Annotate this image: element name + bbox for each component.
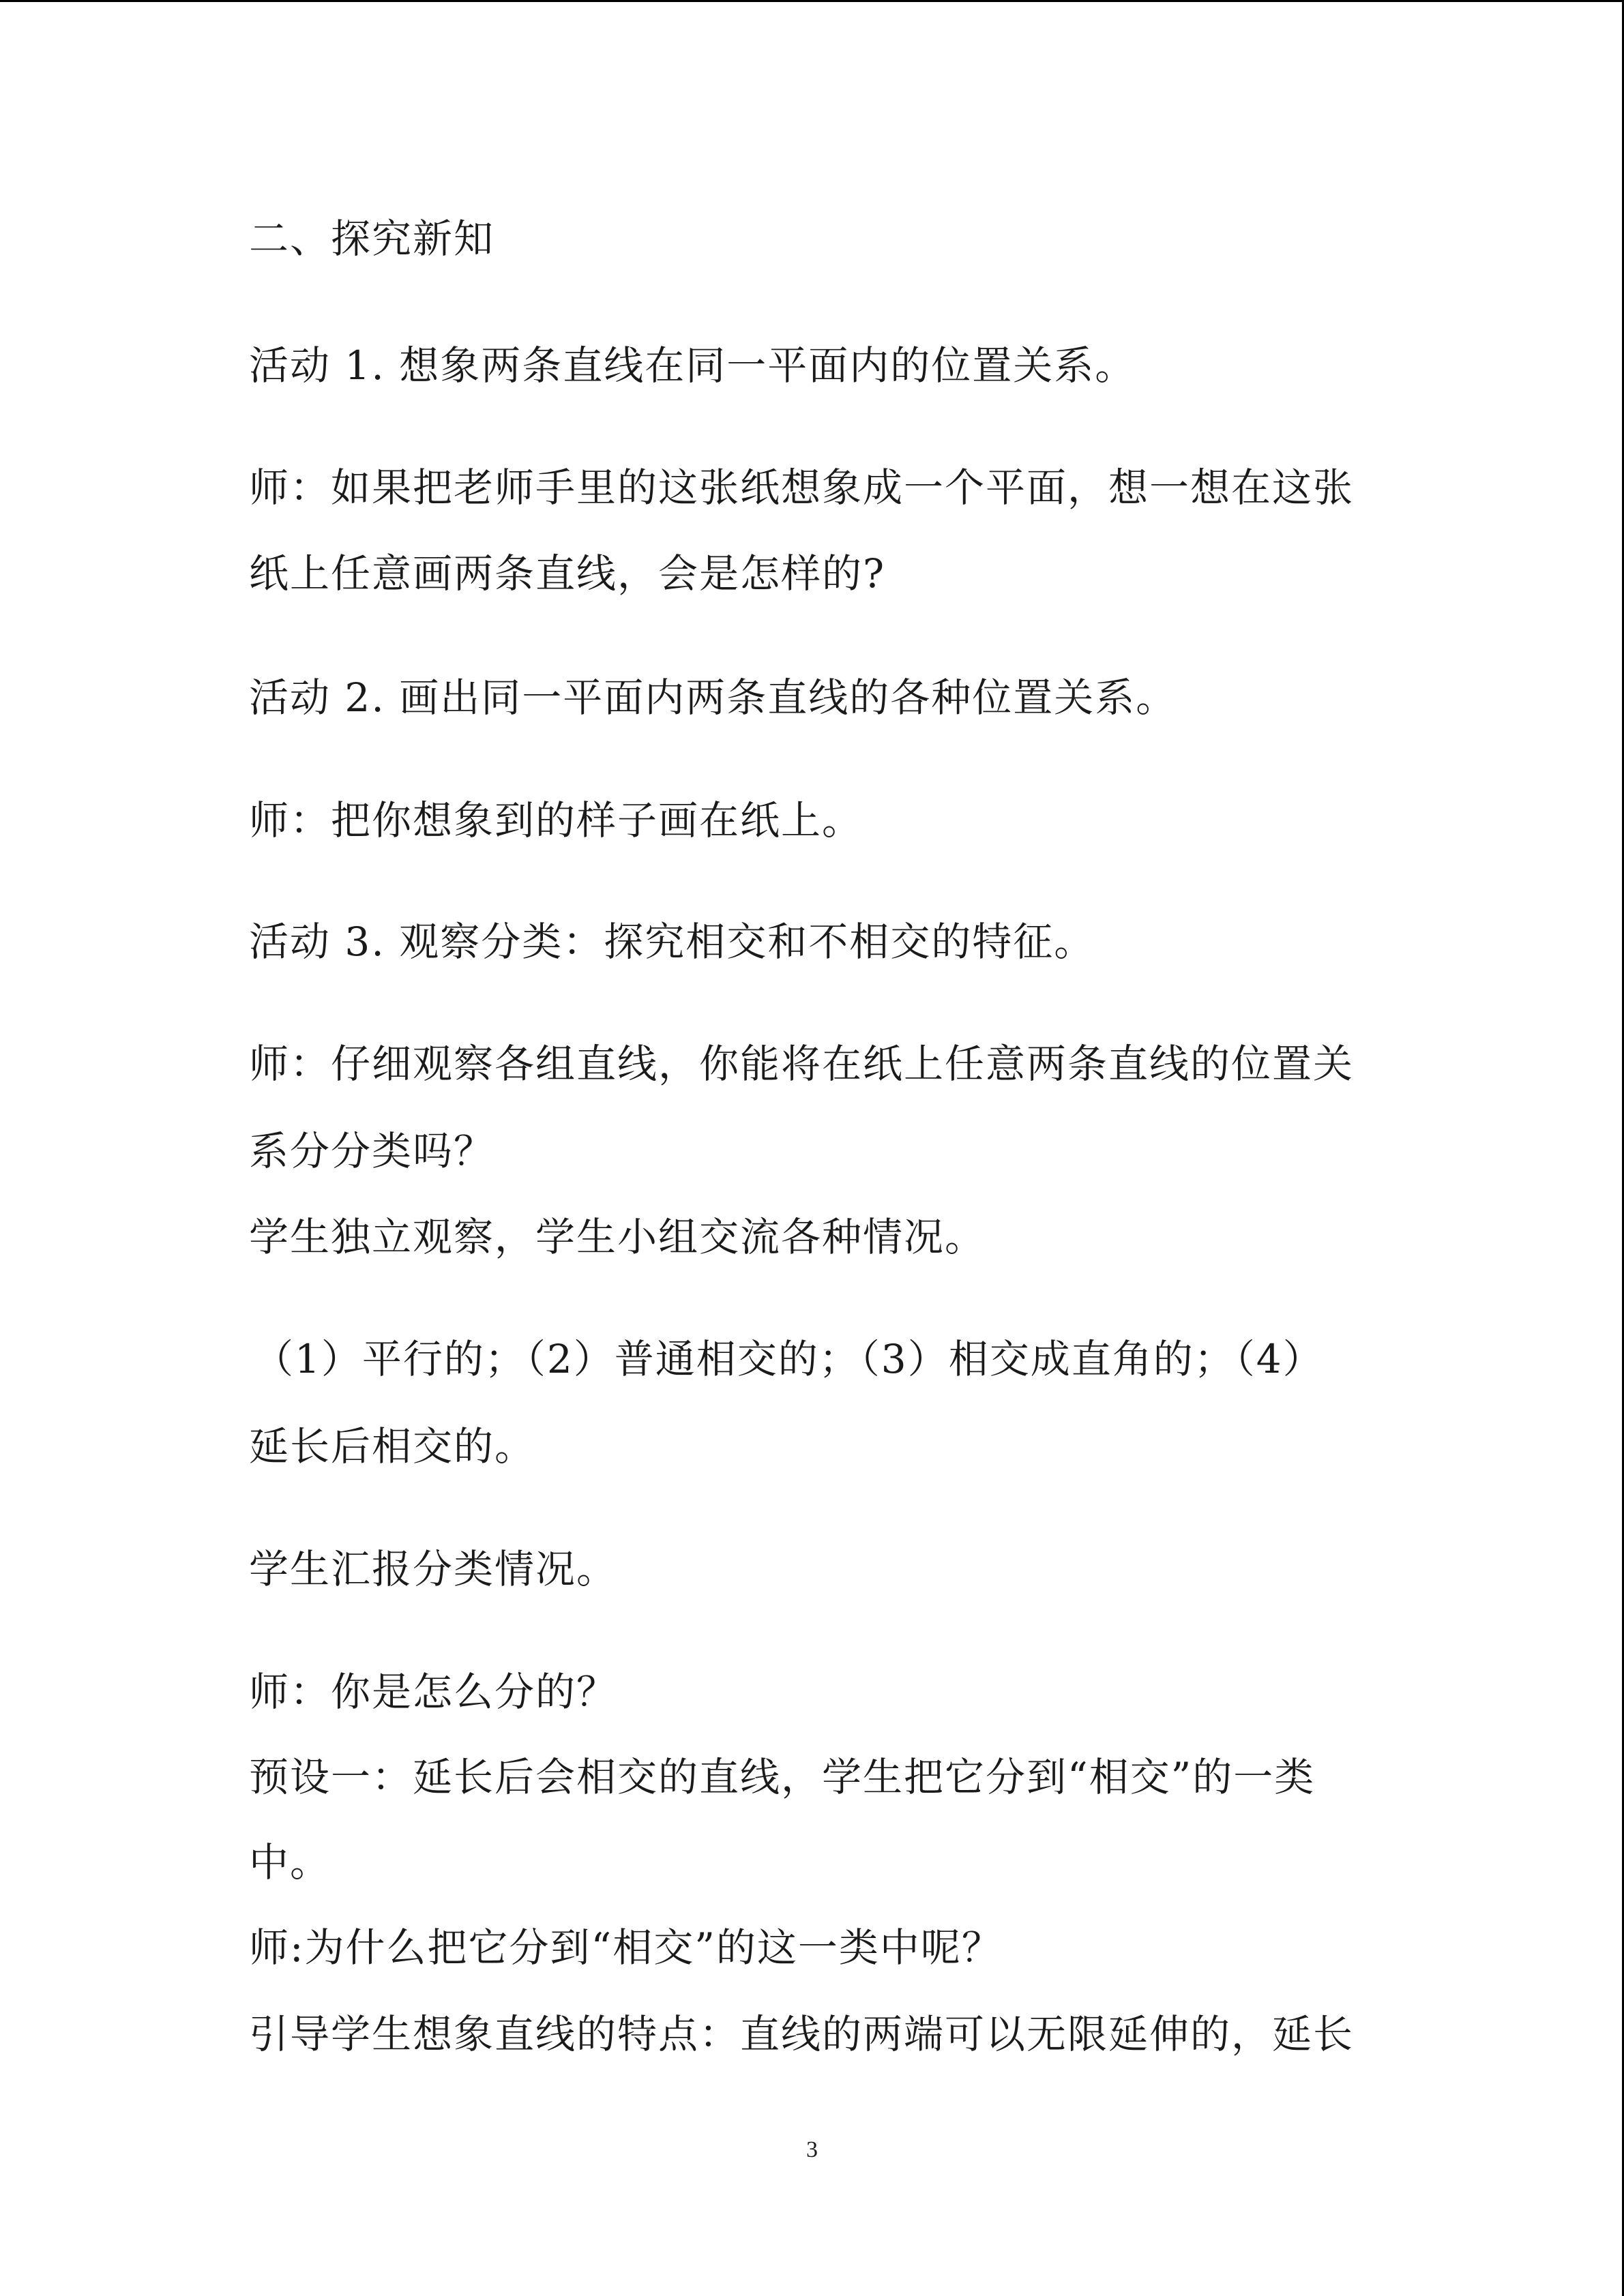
preset-one-cont: 中。 (249, 1839, 331, 1885)
teacher-why: 师:为什么把它分到“相交”的这一类中呢？ (249, 1924, 1003, 1971)
teacher-line-1: 师：如果把老师手里的这张纸想象成一个平面，想一想在这张 (249, 464, 1355, 511)
section-heading: 二、探究新知 (249, 215, 495, 262)
activity-2-title: 活动 2. 画出同一平面内两条直线的各种位置关系。 (249, 674, 1177, 721)
teacher-line-3: 师：仔细观察各组直线，你能将在纸上任意两条直线的位置关 (249, 1041, 1355, 1087)
student-observation: 学生独立观察，学生小组交流各种情况。 (249, 1214, 986, 1260)
teacher-line-2: 师：把你想象到的样子画在纸上。 (249, 797, 863, 844)
preset-one: 预设一：延长后会相交的直线，学生把它分到“相交”的一类 (249, 1754, 1316, 1800)
activity-3-title: 活动 3. 观察分类：探究相交和不相交的特征。 (249, 919, 1095, 965)
page-number: 3 (806, 2137, 818, 2162)
teacher-question: 师：你是怎么分的？ (249, 1669, 618, 1715)
activity-1-title: 活动 1. 想象两条直线在同一平面内的位置关系。 (249, 342, 1136, 389)
teacher-line-1-cont: 纸上任意画两条直线，会是怎样的? (249, 550, 886, 597)
guidance-line: 引导学生想象直线的特点：直线的两端可以无限延伸的，延长 (249, 2011, 1355, 2057)
classification-list-cont: 延长后相交的。 (249, 1423, 536, 1470)
teacher-line-3-cont: 系分分类吗？ (249, 1128, 495, 1174)
student-report: 学生汇报分类情况。 (249, 1546, 618, 1592)
classification-list: （1）平行的；（2）普通相交的；（3）相交成直角的；（4） (254, 1336, 1324, 1382)
